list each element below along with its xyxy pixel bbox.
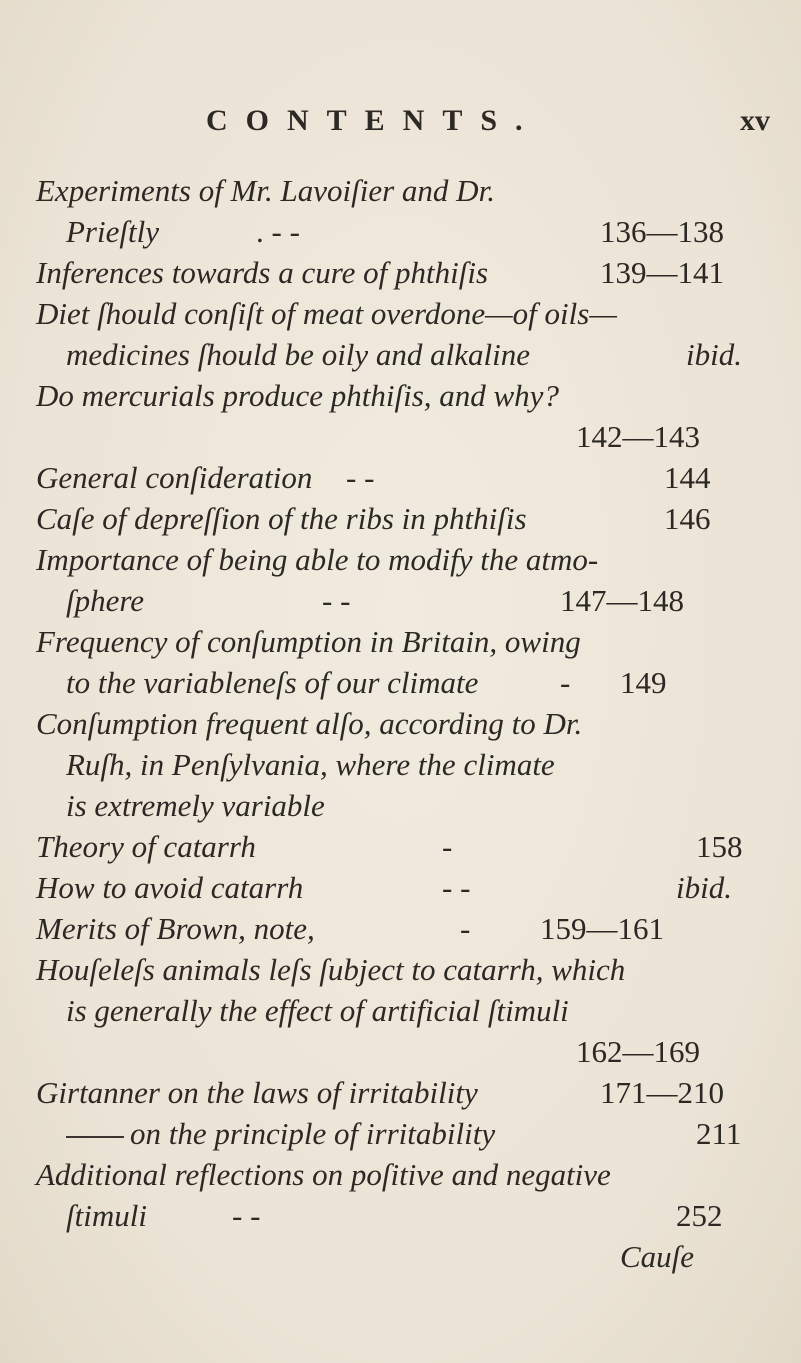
entry-text: is generally the effect of artificial ſtimuli — [66, 993, 569, 1028]
page-reference: ibid. — [686, 337, 742, 372]
page-reference: 159—161 — [540, 911, 664, 946]
entry-line — [36, 951, 625, 989]
page-reference: 211 — [696, 1116, 742, 1151]
entry-text: is extremely variable — [66, 788, 325, 823]
entry-text: Prieſtly — [66, 214, 159, 249]
page-header — [0, 104, 801, 144]
entry-text: ſphere — [66, 583, 145, 618]
entry-line — [36, 295, 617, 333]
entry-line — [36, 172, 495, 210]
entry-text: How to avoid catarrh — [36, 870, 304, 905]
leader-dots: - - — [232, 1198, 261, 1233]
entry-text: Theory of catarrh — [36, 829, 256, 864]
entry-text: Do mercurials produce phthiſis, and why? — [36, 378, 559, 413]
entry-line — [66, 787, 325, 825]
page-reference: 144 — [664, 460, 711, 495]
entry-text: on the principle of irritability — [130, 1116, 496, 1151]
entry-line — [66, 992, 569, 1030]
entry-line — [36, 869, 776, 907]
entry-line — [36, 377, 559, 415]
page-reference: 171—210 — [600, 1075, 724, 1110]
entry-text: Diet ſhould conſiſt of meat overdone—of oils— — [36, 296, 617, 331]
entry-line — [36, 623, 581, 661]
leader-dots: . - - — [256, 214, 300, 249]
entry-line — [36, 1156, 611, 1194]
page-reference: 136—138 — [600, 214, 724, 249]
entry-text: Experiments of Mr. Lavoiſier and Dr. — [36, 173, 495, 208]
entry-line — [36, 541, 598, 579]
ditto-rule — [66, 1136, 124, 1138]
entry-line — [576, 418, 700, 456]
leader-dots: - — [460, 911, 471, 946]
entry-text: to the variableneſs of our climate — [66, 665, 479, 700]
entry-text: Inferences towards a cure of phthiſis — [36, 255, 489, 290]
leader-dots: - - — [346, 460, 375, 495]
page-reference: 158 — [696, 829, 743, 864]
page-reference: 147—148 — [560, 583, 684, 618]
entry-text: Frequency of conſumption in Britain, owing — [36, 624, 581, 659]
entry-text: Merits of Brown, note, — [36, 911, 315, 946]
entry-text: General conſideration — [36, 460, 313, 495]
leader-dots: - — [442, 829, 453, 864]
entry-line — [66, 336, 776, 374]
entry-text: Importance of being able to modify the atmo- — [36, 542, 599, 577]
page-reference: 142—143 — [576, 419, 700, 454]
entry-line — [36, 705, 582, 743]
page-reference: ibid. — [676, 870, 732, 905]
entry-text: medicines ſhould be oily and alkaline — [66, 337, 531, 372]
page-reference: 252 — [676, 1198, 723, 1233]
entry-line — [36, 459, 776, 497]
entry-text: Caſe of depreſſion of the ribs in phthiſis — [36, 501, 527, 536]
entry-line — [36, 828, 776, 866]
entry-text: Conſumption frequent alſo, according to Dr. — [36, 706, 583, 741]
entry-line — [36, 1074, 776, 1112]
entry-text: ſtimuli — [66, 1198, 147, 1233]
leader-dots: - - — [442, 870, 471, 905]
entry-line — [66, 1197, 776, 1235]
entry-text: Additional reflections on poſitive and negative — [36, 1157, 611, 1192]
entry-line — [66, 664, 776, 702]
leader-dots: - — [560, 665, 571, 700]
catchword: Cauſe — [620, 1239, 695, 1274]
entry-text: Girtanner on the laws of irritability — [36, 1075, 478, 1110]
entry-text: Houſeleſs animals leſs ſubject to catarrh, which — [36, 952, 626, 987]
entry-line — [66, 1115, 776, 1153]
page-reference: 162—169 — [576, 1034, 700, 1069]
page-reference: 149 — [620, 665, 667, 700]
running-head: CONTENTS. — [206, 104, 541, 137]
catchword-line — [620, 1238, 694, 1276]
page-number: xv — [740, 104, 770, 137]
entry-text: Ruſh, in Penſylvania, where the climate — [66, 747, 555, 782]
entry-line — [36, 254, 776, 292]
entry-line — [36, 500, 776, 538]
entry-line — [66, 582, 776, 620]
leader-dots: - - — [322, 583, 351, 618]
entry-line — [36, 910, 776, 948]
page-reference: 139—141 — [600, 255, 724, 290]
page-reference: 146 — [664, 501, 711, 536]
entry-line — [66, 213, 766, 251]
entry-line — [576, 1033, 700, 1071]
entry-line — [66, 746, 555, 784]
